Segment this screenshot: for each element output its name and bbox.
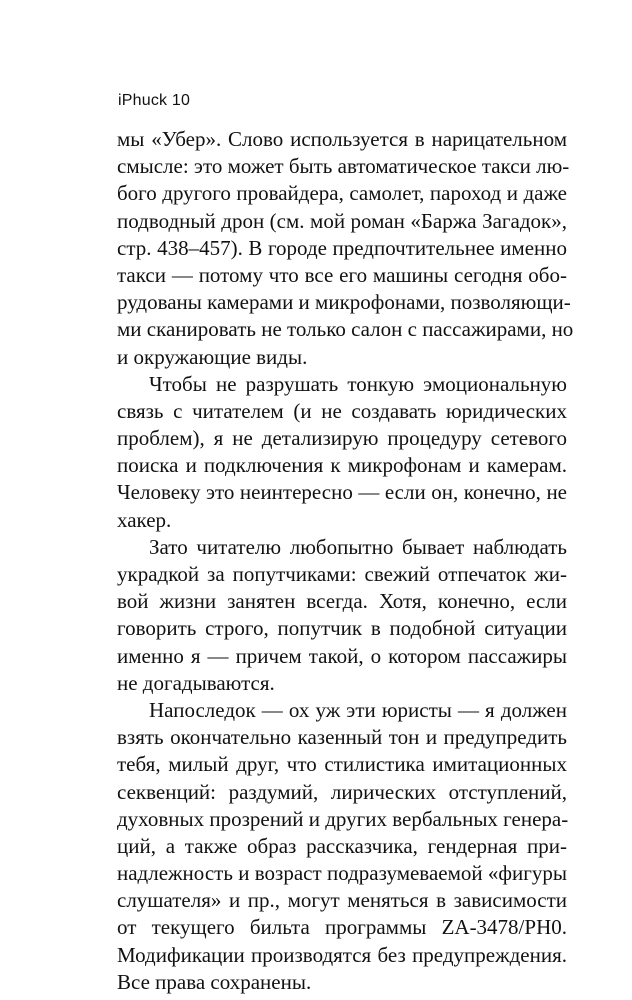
text-line: мы «Убер». Слово используется в нарицательном [117, 127, 567, 151]
text-line: секвенций: раздумий, лирических отступлений, [117, 779, 567, 804]
text-line: духовных прозрений и других вербальных генера- [117, 806, 569, 831]
text-line: поиска и подключения к микрофонам и камерам. [117, 453, 567, 478]
text-line: стр. 438–457). В городе предпочтительнее именно [117, 235, 567, 260]
text-line: смысле: это может быть автоматическое такси лю- [117, 154, 570, 179]
text-line: от текущего бильта программы ZA-3478/PH0. [117, 915, 567, 940]
text-line: украдкой за попутчиками: свежий отпечаток жи- [117, 562, 567, 586]
text-line: тебя, милый друг, что стилистика имитационных [117, 752, 567, 777]
text-line: Чтобы не разрушать тонкую эмоциональную [149, 371, 567, 396]
text-line: говорить строго, попутчик в подобной ситуации [117, 616, 567, 641]
text-line: рудованы камерами и микрофонами, позволяющи- [117, 290, 571, 315]
text-line: ми сканировать не только салон с пассажирами, но [117, 317, 574, 342]
text-line: именно я — причем такой, о котором пассажиры [117, 643, 567, 668]
text-line: не догадываются. [117, 670, 275, 695]
text-line: вой жизни занятен всегда. Хотя, конечно, если [117, 589, 567, 614]
running-head: iPhuck 10 [118, 92, 191, 109]
text-line: Все права сохранены. [117, 969, 312, 994]
text-line: связь с читателем (и не создавать юридических [117, 398, 567, 423]
text-line: Модификации производятся без предупреждения. [117, 942, 567, 967]
text-line: и окружающие виды. [117, 344, 308, 369]
text-line: Напоследок — ох уж эти юристы — я должен [149, 697, 567, 722]
text-line: такси — потому что все его машины сегодня обо- [117, 262, 567, 287]
text-line: ций, а также образ рассказчика, гендерная при- [117, 833, 567, 858]
text-line: хакер. [117, 507, 172, 532]
page-body [117, 126, 574, 996]
text-line: взять окончательно казенный тон и предупредить [117, 725, 567, 750]
text-line: Зато читателю любопытно бывает наблюдать [149, 534, 567, 559]
text-line: надлежность и возраст подразумеваемой «фигуры [117, 861, 567, 886]
text-line: слушателя» и пр., могут меняться в зависимости [117, 888, 567, 913]
text-line: Человеку это неинтересно — если он, конечно, не [117, 480, 567, 505]
text-line: бого другого провайдера, самолет, пароход и даже [117, 181, 567, 206]
text-line: проблем), я не детализирую процедуру сетевого [117, 426, 567, 451]
text-line: подводный дрон (см. мой роман «Баржа Загадок», [117, 208, 567, 233]
